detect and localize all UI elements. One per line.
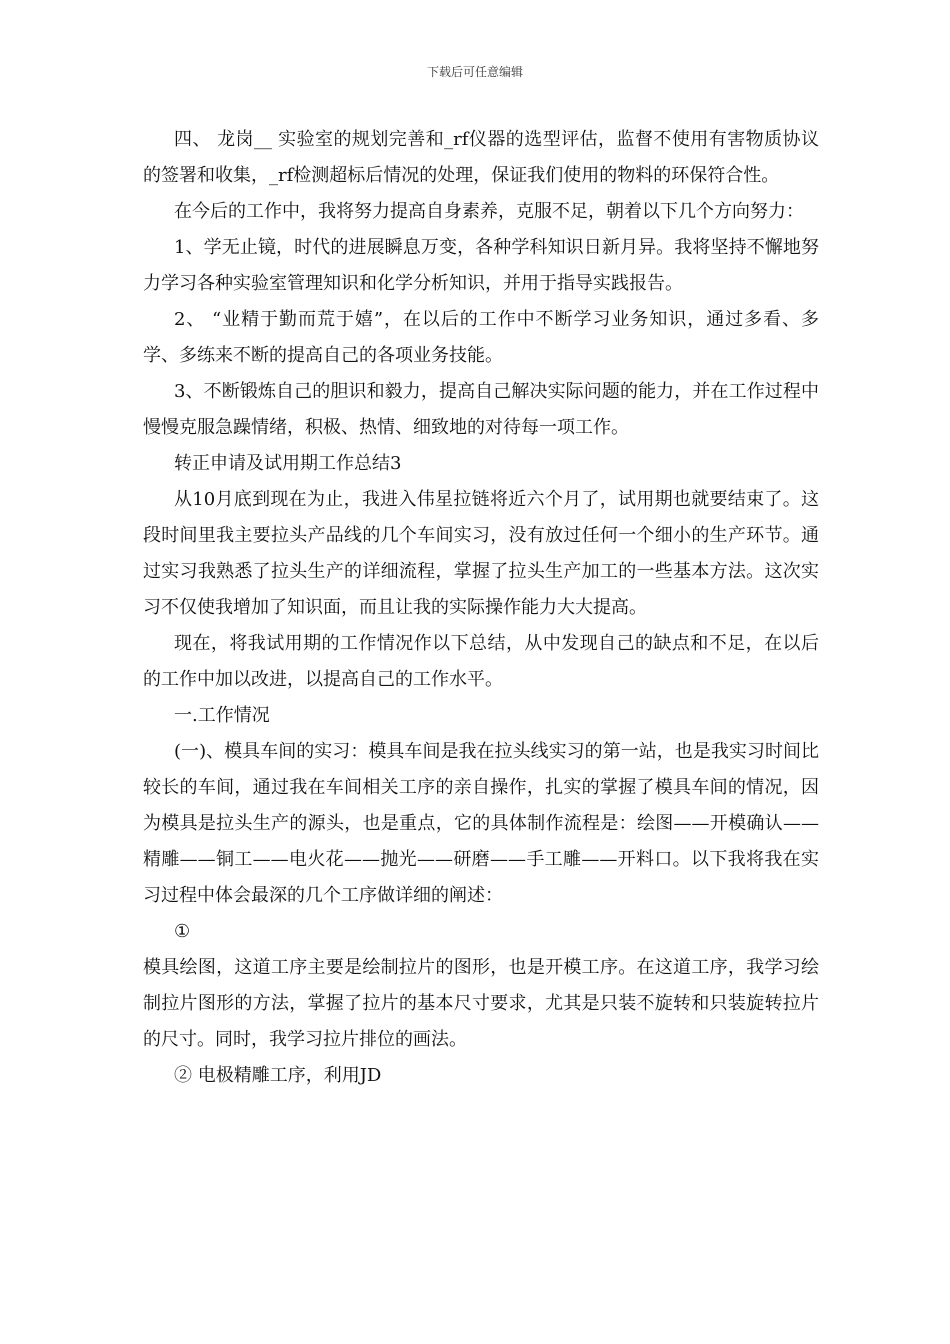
paragraph-item-1: 1、学无止镜，时代的进展瞬息万变，各种学科知识日新月异。我将坚持不懈地努力学习各种实验室管理知识和化学分析知识，并用于指导实践报告。 xyxy=(143,237,819,294)
paragraph-electrode-engraving: ② 电极精雕工序，利用JD xyxy=(174,1065,382,1086)
paragraph-intro-internship: 从10月底到现在为止，我进入伟星拉链将近六个月了，试用期也就要结束了。这段时间里我主要拉头产品线的几个车间实习，没有放过任何一个细小的生产环节。通过实习我熟悉了拉头生产的详细流程，掌握了拉头生产加工的一些基本方法。这次实习不仅使我增加了知识面，而且让我的实际操作能力大大提高。 xyxy=(143,489,819,618)
paragraph-item-2: 2、 “业精于勤而荒于嬉”，在以后的工作中不断学习业务知识，通过多看、多学、多练来不断的提高自己的各项业务技能。 xyxy=(143,309,819,366)
paragraph-lab-planning: 四、 龙岗__ 实验室的规划完善和_rf仪器的选型评估，监督不使用有害物质协议的签署和收集，_rf检测超标后情况的处理，保证我们使用的物料的环保符合性。 xyxy=(143,129,819,186)
paragraph-summary-purpose: 现在，将我试用期的工作情况作以下总结，从中发现自己的缺点和不足，在以后的工作中加以改进，以提高自己的工作水平。 xyxy=(143,633,819,690)
circled-number-1: ① xyxy=(174,921,191,942)
paragraph-item-3: 3、不断锻炼自己的胆识和毅力，提高自己解决实际问题的能力，并在工作过程中慢慢克服急躁情绪，积极、热情、细致地的对待每一项工作。 xyxy=(143,381,819,438)
paragraph-mold-workshop: (一)、模具车间的实习：模具车间是我在拉头线实习的第一站，也是我实习时间比较长的车间，通过我在车间相关工序的亲自操作，扎实的掌握了模具车间的情况，因为模具是拉头生产的源头，也是重点，它的具体制作流程是：绘图——开模确认——精雕——铜工——电火花——抛光——研磨——手工雕——开料口。以下我将我在实习过程中体会最深的几个工序做详细的阐述： xyxy=(143,741,819,906)
section-title-summary-3: 转正申请及试用期工作总结3 xyxy=(174,453,402,474)
paragraph-mold-drawing: 模具绘图，这道工序主要是绘制拉片的图形，也是开模工序。在这道工序，我学习绘制拉片图形的方法，掌握了拉片的基本尺寸要求，尤其是只装不旋转和只装旋转拉片的尺寸。同时，我学习拉片排位的画法。 xyxy=(143,957,819,1050)
paragraph-future-effort: 在今后的工作中，我将努力提高自身素养，克服不足，朝着以下几个方向努力： xyxy=(174,201,804,222)
document-body xyxy=(143,122,819,1094)
page-header-note: 下载后可任意编辑 xyxy=(426,65,523,79)
heading-work-situation: 一.工作情况 xyxy=(174,705,270,726)
